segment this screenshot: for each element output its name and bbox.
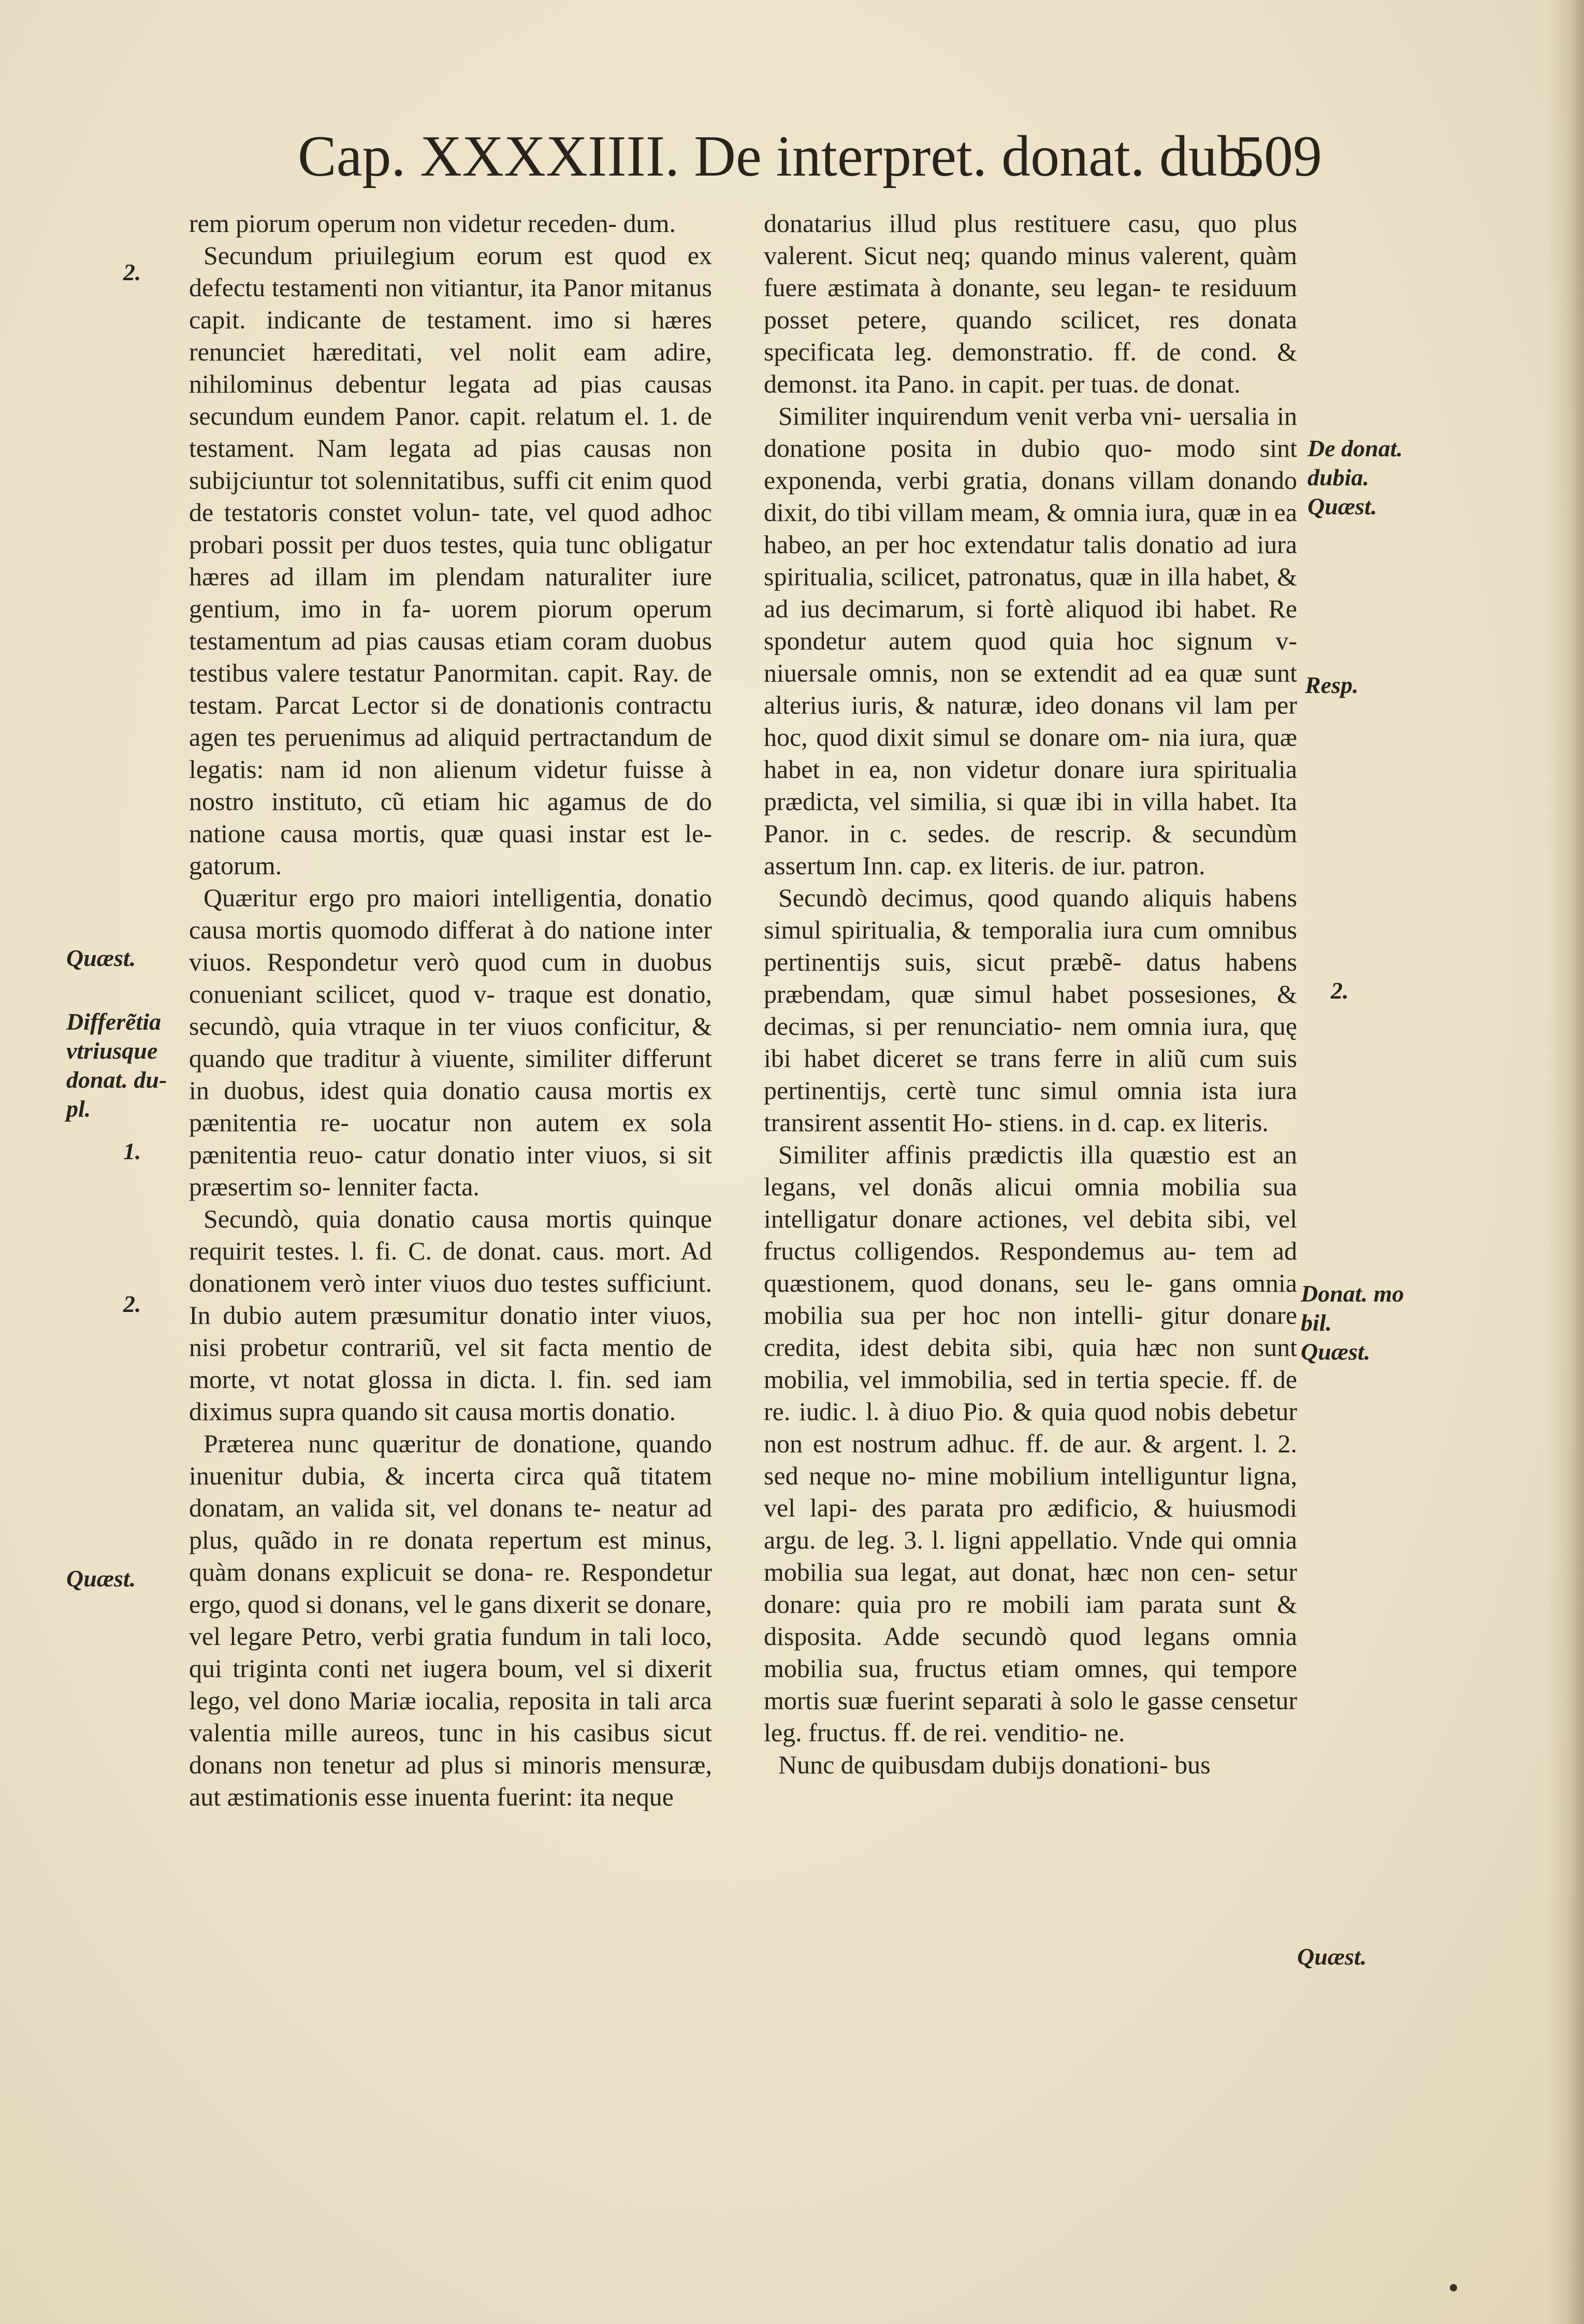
- margin-note-resp: Resp.: [1305, 672, 1359, 698]
- paragraph: rem piorum operum non videtur receden- dum.: [189, 209, 676, 238]
- paragraph: Similiter inquirendum venit verba vni- uersalia in donatione posita in dubio quo- modo sint exponenda, verbi gratia, donans villam donando dixit, do tibi villam meam, & omnia iura, quæ in ea habeo, an per hoc extendatur talis donatio ad iura spiritualia, scilicet, patronatus, quæ in illa habet, & ad ius decimarum, si fortè aliquod ibi habet. Re spondetur autem quod quia hoc signum v- niuersale omnis, non se extendit ad ea quæ sunt alterius iuris, & naturæ, ideo donans vil lam per hoc, quod dixit simul se donare om- nia iura, quæ habet in ea, non videtur donare iura spiritualia prædicta, vel similia, si quæ ibi in villa habet. Ita Panor. in c. sedes. de rescrip. & secundùm assertum Inn. cap. ex literis. de iur. patron.: [764, 401, 1297, 880]
- margin-note-quaest: Quæst.: [66, 1565, 136, 1592]
- margin-note-number: 2.: [1331, 977, 1349, 1004]
- paragraph: Secundò, quia donatio causa mortis quinque requirit testes. l. fi. C. de donat. caus. mort. Ad donationem verò inter viuos duo testes sufficiunt. In dubio autem præsumitur donatio inter viuos, nisi probetur contrariũ, vel sit facta mentio de morte, vt notat glossa in dicta. l. fin. sed iam diximus supra quando sit causa mortis donatio.: [189, 1204, 712, 1426]
- folio-number: 509: [1235, 124, 1322, 189]
- running-header: [298, 120, 1333, 193]
- paragraph: Secundò decimus, qood quando aliquis habens simul spiritualia, & temporalia iura cum omnibus pertinentijs suis, sicut præbẽ- datus habens præbendam, quæ simul habet possesiones, & decimas, si per renunciatio- nem omnia iura, quę ibi habet diceret se trans ferre in aliũ cum suis pertinentijs, certè tunc simul omnia ista iura transirent assentit Ho- stiens. in d. cap. ex literis.: [764, 883, 1297, 1137]
- paragraph: Præterea nunc quæritur de donatione, quando inuenitur dubia, & incerta circa quã titatem donatam, an valida sit, vel donans te- neatur ad plus, quãdo in re donata repertum est minus, quàm donans explicuit se dona- re. Respondetur ergo, quod si donans, vel le gans dixerit se donare, vel legare Petro, verbi gratia fundum in tali loco, qui triginta conti net iugera boum, vel si dixerit lego, vel dono Mariæ iocalia, reposita in tali arca valentia mille aureos, tunc in his casibus sicut donans non tenetur ad plus si minoris mensuræ, aut æstimationis esse inuenta fuerint: ita neque: [189, 1429, 712, 1811]
- margin-note-de-donat-dubia: De donat. dubia. Quæst.: [1307, 435, 1403, 519]
- paragraph: Similiter affinis prædictis illa quæstio est an legans, vel donãs alicui omnia mobilia sua intelligatur donare actiones, vel debita sibi, vel fructus colligendos. Respondemus au- tem ad quæstionem, quod donans, seu le- gans omnia mobilia sua per hoc non intelli- gitur donare credita, idest debita sibi, quia hæc non sunt mobilia, vel immobilia, sed in tertia specie. ff. de re. iudic. l. à diuo Pio. & quia quod nobis debetur non est nostrum adhuc. ff. de aur. & argent. l. 2. sed neque no- mine mobilium intelliguntur ligna, vel lapi- des parata pro ædificio, & huiusmodi argu. de leg. 3. l. ligni appellatio. Vnde qui omnia mobilia sua legat, aut donat, hæc non cen- setur donare: quia pro re mobili iam parata sunt & disposita. Adde secundò quod legans omnia mobilia sua, fructus etiam omnes, qui tempore mortis suæ fuerint separati à solo le gasse censetur leg. fructus. ff. de rei. venditio- ne.: [764, 1140, 1297, 1747]
- paragraph: Quæritur ergo pro maiori intelligentia, donatio causa mortis quomodo differat à do natione inter viuos. Respondetur verò quod cum in duobus conueniant scilicet, quod v- traque est donatio, secundò, quia vtraque in ter viuos conficitur, & quando que traditur à viuente, similiter differunt in duobus, idest quia donatio causa mortis ex pænitentia re- uocatur non autem ex sola pænitentia reuo- catur donatio inter viuos, si sit præsertim so- lenniter facta.: [189, 883, 712, 1201]
- paragraph: Nunc de quibusdam dubijs donationi- bus: [778, 1750, 1211, 1779]
- paragraph: donatarius illud plus restituere casu, quo plus valerent. Sicut neq; quando minus valerent, quàm fuere æstimata à donante, seu legan- te residuum posset petere, quando scilicet, res donata specificata leg. demonstratio. ff. de cond. & demonst. ita Pano. in capit. per tuas. de donat.: [764, 209, 1297, 398]
- margin-note-quaest: Quæst.: [66, 945, 136, 971]
- chapter-title: Cap. XXXXIIII. De interpret. donat. dub.: [298, 124, 1261, 189]
- margin-note-quaest: Quæst.: [1297, 1943, 1367, 1970]
- left-text-column: [189, 207, 712, 1813]
- page-gutter-shadow: [1548, 0, 1584, 2324]
- margin-note-number: 2.: [123, 1291, 141, 1317]
- paragraph: Secundum priuilegium eorum est quod ex defectu testamenti non vitiantur, ita Panor mitanus capit. indicante de testament. imo si hæres renunciet hæreditati, vel nolit eam adire, nihilominus debentur legata ad pias causas secundum eundem Panor. capit. relatum el. 1. de testament. Nam legata ad pias causas non subijciuntur tot solennitatibus, suffi cit enim quod de testatoris constet volun- tate, vel quod adhoc probari possit per duos testes, quia tunc obligatur hæres ad illam im plendam naturaliter iure gentium, imo in fa- uorem piorum operum testamentum ad pias causas etiam coram duobus testibus valere testatur Panormitan. capit. Ray. de testam. Parcat Lector si de donationis contractu agen tes peruenimus ad aliquid pertractandum de legatis: nam id non alienum videtur fuisse à nostro instituto, cũ etiam hic agamus de do natione causa mortis, quæ quasi instar est le- gatorum.: [189, 241, 712, 880]
- margin-note-differentia: Differẽtia vtriusque donat. du- pl.: [66, 1008, 167, 1122]
- margin-note-donat-mobil: Donat. mo bil. Quæst.: [1301, 1280, 1404, 1365]
- right-text-column: [764, 207, 1297, 1781]
- margin-note-number: 1.: [123, 1138, 141, 1164]
- ink-speck: [1450, 2284, 1457, 2291]
- margin-note-number: 2.: [123, 259, 141, 285]
